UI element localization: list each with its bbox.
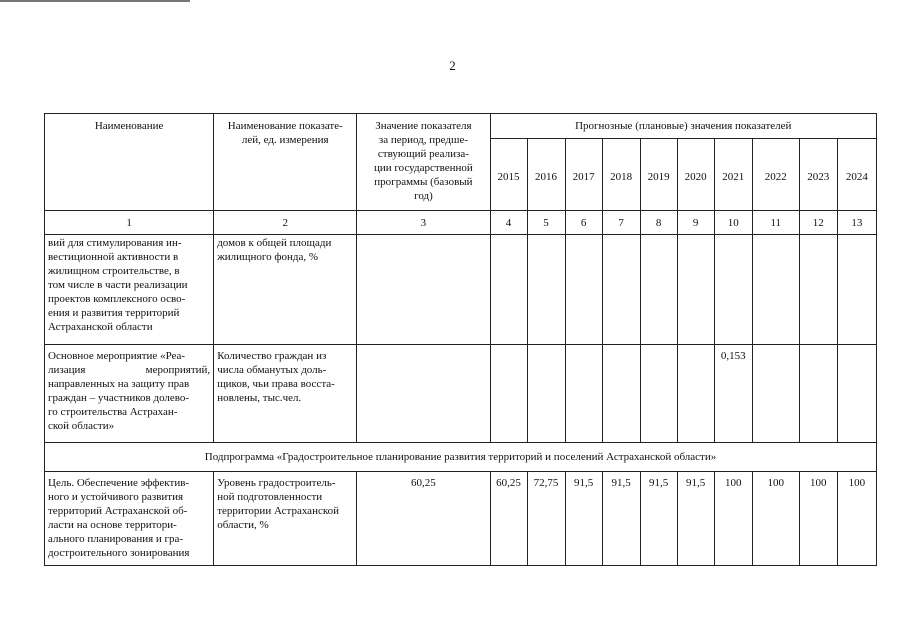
row-value: [490, 235, 527, 345]
row3-indicator-line1: Уровень градостроитель-: [217, 477, 336, 489]
row1-name-line7: Астраханской области: [48, 321, 153, 333]
top-rule: [0, 0, 190, 2]
row3-name-line6: достроительного зонирования: [48, 547, 190, 559]
row-value: [799, 235, 837, 345]
row-indicator: [214, 235, 357, 345]
year-2019: 2019: [640, 138, 677, 210]
row-name: [45, 345, 214, 443]
row-name: [45, 235, 214, 345]
column-number: 9: [677, 211, 714, 235]
row-value: 91,5: [640, 472, 677, 566]
header-indicator-line2: лей, ед. измерения: [241, 134, 329, 146]
row-value: 0,153: [714, 345, 752, 443]
table-row: [45, 472, 877, 566]
row-value: 100: [799, 472, 837, 566]
row-value: 91,5: [677, 472, 714, 566]
column-number: 10: [714, 211, 752, 235]
row1-indicator-line2: жилищного фонда, %: [217, 251, 319, 263]
row-value: [752, 235, 799, 345]
row-value: [677, 235, 714, 345]
year-2022: 2022: [752, 138, 799, 210]
row-value: [602, 235, 640, 345]
row-value: [565, 345, 602, 443]
row-value: [837, 235, 876, 345]
row2-name-line2: [48, 363, 210, 377]
subprogram-title: Подпрограмма «Градостроительное планирование развития территорий и поселений Астраханской области»: [45, 443, 877, 472]
header-indicator-line1: Наименование показате-: [227, 120, 343, 132]
row-value: 91,5: [602, 472, 640, 566]
row3-indicator-line2: ной подготовленности: [217, 491, 323, 503]
row-name: [45, 472, 214, 566]
row-value: 60,25: [490, 472, 527, 566]
row2-indicator-line3: щиков, чьи права восста-: [217, 378, 335, 390]
column-number: 5: [527, 211, 565, 235]
header-base-line5: программы (базовый: [374, 176, 473, 188]
row-value: [752, 345, 799, 443]
row-base-value: 60,25: [357, 472, 490, 566]
row1-name-line6: ения и развития территорий: [48, 307, 180, 319]
header-base-line4: ции государственной: [374, 162, 473, 174]
row3-name-line4: ласти на основе территори-: [48, 519, 177, 531]
row1-name-line1: вий для стимулирования ин-: [48, 237, 182, 249]
header-base-line2: за период, предше-: [378, 134, 468, 146]
header-base-line6: год): [414, 190, 433, 202]
row2-name-line1: Основное мероприятие «Реа-: [48, 350, 186, 362]
row-value: 72,75: [527, 472, 565, 566]
row1-indicator-line1: домов к общей площади: [217, 237, 332, 249]
row3-name-line3: территорий Астраханской об-: [48, 505, 188, 517]
row1-name-line2: вестиционной активности в: [48, 251, 179, 263]
row-value: 91,5: [565, 472, 602, 566]
header-indicator: [214, 114, 357, 211]
year-2023: 2023: [799, 138, 837, 210]
row-value: [677, 345, 714, 443]
subprogram-row: [45, 443, 877, 472]
row-value: 100: [714, 472, 752, 566]
column-number: 3: [357, 211, 490, 235]
row2-name-word1: лизация: [48, 364, 86, 376]
header-name: Наименование: [45, 114, 214, 211]
row-base-value: [357, 345, 490, 443]
column-number: 7: [602, 211, 640, 235]
row1-name-line3: жилищном строительстве, в: [48, 265, 180, 277]
row1-name-line5: проектов комплексного осво-: [48, 293, 186, 305]
row-indicator: [214, 345, 357, 443]
row-value: [602, 345, 640, 443]
column-number: 8: [640, 211, 677, 235]
row2-indicator-line4: новлены, тыс.чел.: [217, 392, 302, 404]
row2-name-line3: направленных на защиту прав: [48, 378, 190, 390]
row-indicator: [214, 472, 357, 566]
row3-name-line5: ального планирования и гра-: [48, 533, 184, 545]
year-2015: 2015: [490, 138, 527, 210]
row-value: 100: [752, 472, 799, 566]
row3-indicator-line3: территории Астраханской: [217, 505, 340, 517]
page-number: 2: [449, 58, 456, 73]
column-number: 12: [799, 211, 837, 235]
row-value: [490, 345, 527, 443]
year-2017: 2017: [565, 138, 602, 210]
row-base-value: [357, 235, 490, 345]
column-number: 4: [490, 211, 527, 235]
column-number: 1: [45, 211, 214, 235]
row-value: 100: [837, 472, 876, 566]
row1-name-line4: том числе в части реализации: [48, 279, 188, 291]
row-value: [565, 235, 602, 345]
year-2021: 2021: [714, 138, 752, 210]
indicators-table: [44, 113, 877, 566]
column-number: 2: [214, 211, 357, 235]
header-base-line3: ствующий реализа-: [377, 148, 469, 160]
header-forecast: Прогнозные (плановые) значения показателей: [490, 114, 877, 139]
row-value: [527, 235, 565, 345]
row2-name-line6: ской области»: [48, 420, 115, 432]
row-value: [527, 345, 565, 443]
year-2024: 2024: [837, 138, 876, 210]
year-2016: 2016: [527, 138, 565, 210]
row2-name-line4: граждан – участников долево-: [48, 392, 190, 404]
row-value: [640, 345, 677, 443]
column-number: 6: [565, 211, 602, 235]
row2-name-line5: го строительства Астрахан-: [48, 406, 178, 418]
column-number: 13: [837, 211, 876, 235]
row-value: [640, 235, 677, 345]
row2-indicator-line1: Количество граждан из: [217, 350, 327, 362]
row2-name-word2: мероприятий,: [145, 364, 211, 376]
year-2018: 2018: [602, 138, 640, 210]
row2-indicator-line2: числа обманутых доль-: [217, 364, 327, 376]
header-base-line1: Значение показателя: [375, 120, 472, 132]
row-value: [837, 345, 876, 443]
row-value: [714, 235, 752, 345]
row3-indicator-line4: области, %: [217, 519, 269, 531]
table-row: [45, 235, 877, 345]
row3-name-line1: Цель. Обеспечение эффектив-: [48, 477, 190, 489]
header-base-value: [357, 114, 490, 211]
year-2020: 2020: [677, 138, 714, 210]
row3-name-line2: ного и устойчивого развития: [48, 491, 184, 503]
table-row: [45, 345, 877, 443]
row-value: [799, 345, 837, 443]
header-row-1: [45, 114, 877, 139]
column-number: 11: [752, 211, 799, 235]
column-numbers-row: [45, 211, 877, 235]
